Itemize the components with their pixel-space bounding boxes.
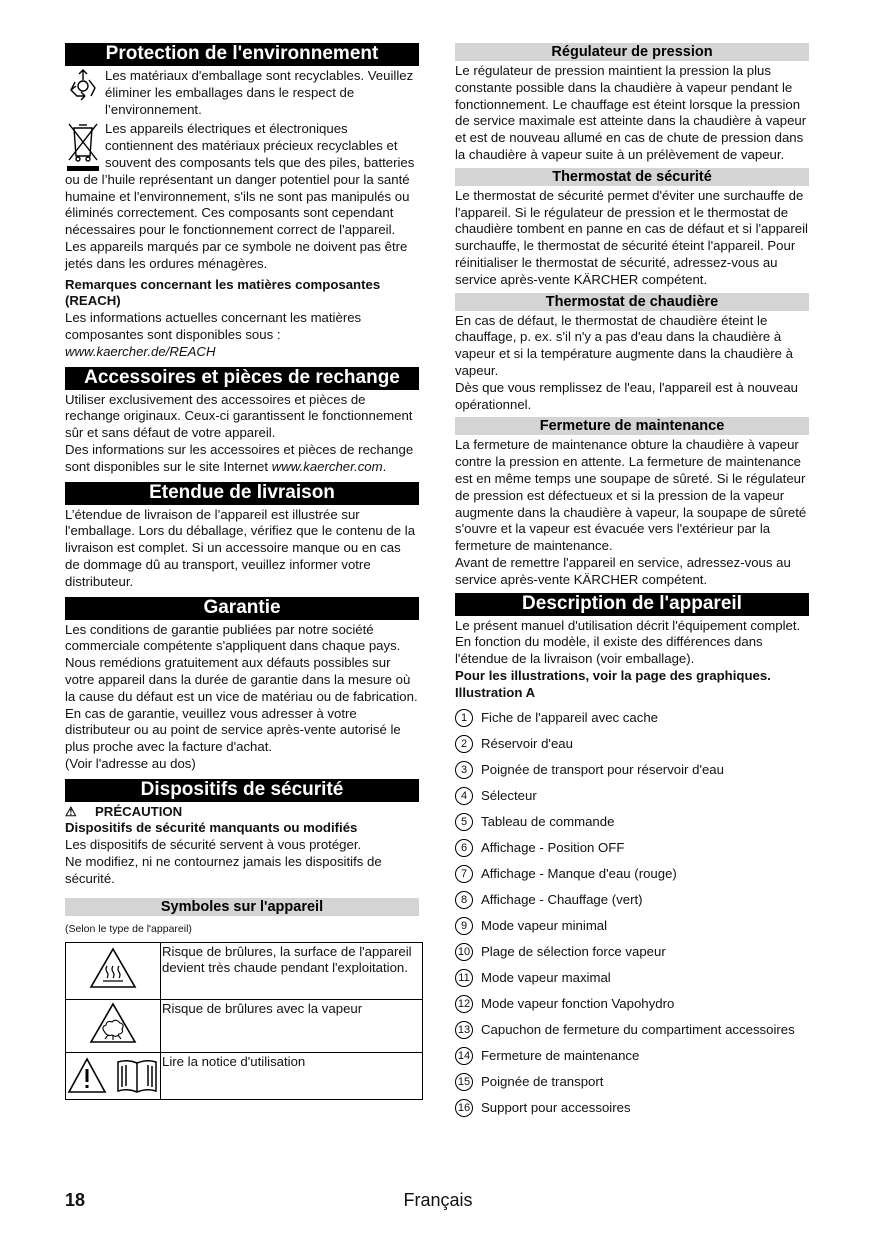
list-item [455,970,809,987]
list-item [455,892,809,909]
safety-p2: Ne modifiez, ni ne contournez jamais les dispositifs de sécurité. [65,854,382,886]
symbols-heading: Symboles sur l'appareil [65,898,419,916]
item-label: Affichage - Position OFF [481,839,625,855]
warranty-heading: Garantie [65,597,419,620]
item-label: Poignée de transport [481,1073,604,1089]
item-number: 16 [455,1099,473,1117]
recycle-icon [65,68,105,118]
item-number: 2 [455,735,473,753]
scope-text: L’étendue de livraison de l’appareil est illustrée sur l'emballage. Lors du déballage, vérifiez que le contenu de la livraison est complet. Si un accessoire manque ou en cas de dommage dû au transport, veuillez informer votre distributeur. [65,506,416,589]
item-label: Affichage - Chauffage (vert) [481,891,643,907]
symbol-desc: Lire la notice d'utilisation [161,1052,423,1099]
item-label: Mode vapeur minimal [481,917,608,933]
safety-sub: Dispositifs de sécurité manquants ou modifiés [65,820,358,836]
boiler-thermo-p2: Dès que vous remplissez de l'eau, l'appareil est à nouveau opérationnel. [455,379,798,412]
footer-language: Français [403,1190,473,1210]
list-item [455,918,809,935]
boiler-thermo-heading: Thermostat de chaudière [455,293,809,311]
desc-heading: Description de l'appareil [455,593,809,616]
reach-text: Les informations actuelles concernant les matières composantes sont disponibles sous : [65,310,362,342]
item-number: 11 [455,969,473,987]
item-number: 3 [455,761,473,779]
list-item [455,1022,809,1039]
item-label: Poignée de transport pour réservoir d'eau [481,761,724,777]
item-label: Capuchon de fermeture du compartiment accessoires [481,1021,795,1037]
item-number: 8 [455,891,473,909]
packaging-text: Les matériaux d'emballage sont recyclables. Veuillez éliminer les emballages dans le respect de l’environnement. [105,68,414,117]
list-item [455,866,809,883]
table-row [66,999,423,1052]
item-number: 4 [455,787,473,805]
list-item [455,840,809,857]
warranty-text: Les conditions de garantie publiées par notre société commerciale compétente s'appliquent dans chaque pays. Nous remédions gratuitement aux défauts possibles sur votre appareil dans la durée de garantie dans la mesure où la cause du défaut est un vice de matériau ou de fabrication. En cas de garantie, veuillez vous adresser à votre distributeur ou au point de service après-vente autorisé le plus proche avec la facture d'achat. [65,621,418,755]
desc-text: Le présent manuel d'utilisation décrit l'équipement complet. En fonction du modèle, il existe des différences dans l'étendue de la livraison (voir emballage). [455,617,801,667]
reach-title: Remarques concernant les matières composantes (REACH) [65,276,381,309]
caution-label: PRÉCAUTION [95,803,183,819]
item-label: Mode vapeur maximal [481,969,611,985]
accessories-link[interactable]: www.kaercher.com [271,458,383,474]
accessories-p2 [65,442,419,476]
boiler-thermo-p1: En cas de défaut, le thermostat de chaudière éteint le chauffage, p. ex. s'il n'y a pas d'eau dans la chaudière à vapeur et si la température augmente dans la chaudière à vapeur. [455,312,793,378]
reach-link[interactable]: www.kaercher.de/REACH [65,343,216,359]
symbols-note: (Selon le type de l'appareil) [65,922,192,935]
list-item [455,996,809,1013]
symbol-cell [66,999,161,1052]
reach-paragraph [65,310,419,360]
item-number: 1 [455,709,473,727]
list-item [455,1100,809,1117]
symbol-desc: Risque de brûlures, la surface de l'appareil devient très chaude pendant l'exploitation. [161,942,423,999]
list-item [455,762,809,779]
packaging-note [65,68,419,118]
accessories-p2-text: Des informations sur les accessoires et pièces de rechange sont disponibles sur le site Internet [65,441,414,474]
item-number: 7 [455,865,473,883]
accessories-p2-end: . [382,458,387,474]
safety-heading: Dispositifs de sécurité [65,779,419,802]
steam-hazard-icon [88,1001,138,1045]
item-label: Fermeture de maintenance [481,1047,640,1063]
item-label: Support pour accessoires [481,1099,631,1115]
desc-bold1: Pour les illustrations, voir la page des graphiques. [455,667,771,683]
list-item [455,736,809,753]
item-number: 5 [455,813,473,831]
table-row [66,1052,423,1099]
caution-line [65,804,419,821]
item-label: Tableau de commande [481,813,615,829]
crossed-bin-icon [65,120,105,172]
item-number: 12 [455,995,473,1013]
symbol-cell [66,942,161,999]
page-number: 18 [65,1190,86,1210]
item-number: 14 [455,1047,473,1065]
item-label: Réservoir d'eau [481,735,573,751]
symbols-table [65,942,423,1100]
list-item [455,1074,809,1091]
item-number: 9 [455,917,473,935]
item-number: 6 [455,839,473,857]
pressure-heading: Régulateur de pression [455,43,809,61]
safety-p1: Les dispositifs de sécurité servent à vous protéger. [65,837,362,853]
parts-list [455,710,809,1117]
safety-thermo-text: Le thermostat de sécurité permet d'éviter une surchauffe de l'appareil. Si le régulateur de pression et le thermostat de chaudière tombent en panne en cas de défaut et si l'appareil surchauffe, le thermostat de sécurité éteint l'appareil. Pour réinitialiser le thermostat de sécurité, adressez-vous au service après-vente KÄRCHER compétent. [455,187,808,287]
manual-book-icon [115,1057,159,1095]
item-label: Plage de sélection force vapeur [481,943,666,959]
item-number: 13 [455,1021,473,1039]
list-item [455,1048,809,1065]
list-item [455,710,809,727]
warranty-note: (Voir l'adresse au dos) [65,755,196,771]
maint-heading: Fermeture de maintenance [455,417,809,435]
symbol-desc: Risque de brûlures avec la vapeur [161,999,423,1052]
left-column [65,43,419,1100]
item-number: 10 [455,943,473,961]
list-item [455,814,809,831]
symbol-cell [66,1052,161,1099]
pressure-text: Le régulateur de pression maintient la pression la plus constante possible dans la chaudière à vapeur pendant le fonctionnement. Le chauffage est éteint lorsque la pression de service maximale est atteinte dans la chaudière à vapeur et est de nouveau allumé en cas de chute de pression dans la chaudière à vapeur suite à un prélèvement de vapeur. [455,63,807,162]
scope-heading: Etendue de livraison [65,482,419,505]
item-label: Fiche de l'appareil avec cache [481,709,658,725]
list-item [455,788,809,805]
table-row [66,942,423,999]
accessories-heading: Accessoires et pièces de rechange [65,367,419,390]
env-heading: Protection de l'environnement [65,43,419,66]
desc-bold2: Illustration A [455,684,536,700]
right-column [455,43,809,1126]
warning-triangle-icon [67,1057,107,1095]
safety-thermo-heading: Thermostat de sécurité [455,168,809,186]
item-number: 15 [455,1073,473,1091]
accessories-p1: Utiliser exclusivement des accessoires et pièces de rechange originaux. Ceux-ci garantissent le fonctionnement sûr et sans défaut de votre appareil. [65,391,413,441]
maint-p1: La fermeture de maintenance obture la chaudière à vapeur contre la pression en attente. La fermeture de maintenance est en même temps une soupape de sûreté. Si le régulateur de pression est défectueux et si la pression de la vapeur augmente dans la chaudière à vapeur, la soupape de sûreté s'ouvre et la vapeur est évacuée vers l'extérieur par la fermeture de maintenance. [455,437,807,554]
warning-icon: ⚠ [65,803,77,819]
item-label: Affichage - Manque d'eau (rouge) [481,865,677,881]
hot-surface-icon [88,946,138,990]
list-item [455,944,809,961]
item-label: Mode vapeur fonction Vapohydro [481,995,675,1011]
weee-text: Les appareils électriques et électroniques contiennent des matériaux précieux recyclables et souvent des composants tels que des piles, batteries ou de l’huile représentant un danger potentiel pour la santé humaine et l'environnement, s'ils ne sont pas manipulés ou éliminés correctement. Ces composants sont cependant nécessaires pour le fonctionnement correct de l'appareil. Les appareils marqués par ce symbole ne doivent pas être jetés dans les ordures ménagères. [65,121,415,271]
maint-p2: Avant de remettre l'appareil en service, adressez-vous au service après-vente KÄRCHER compétent. [455,554,791,587]
item-label: Sélecteur [481,787,537,803]
